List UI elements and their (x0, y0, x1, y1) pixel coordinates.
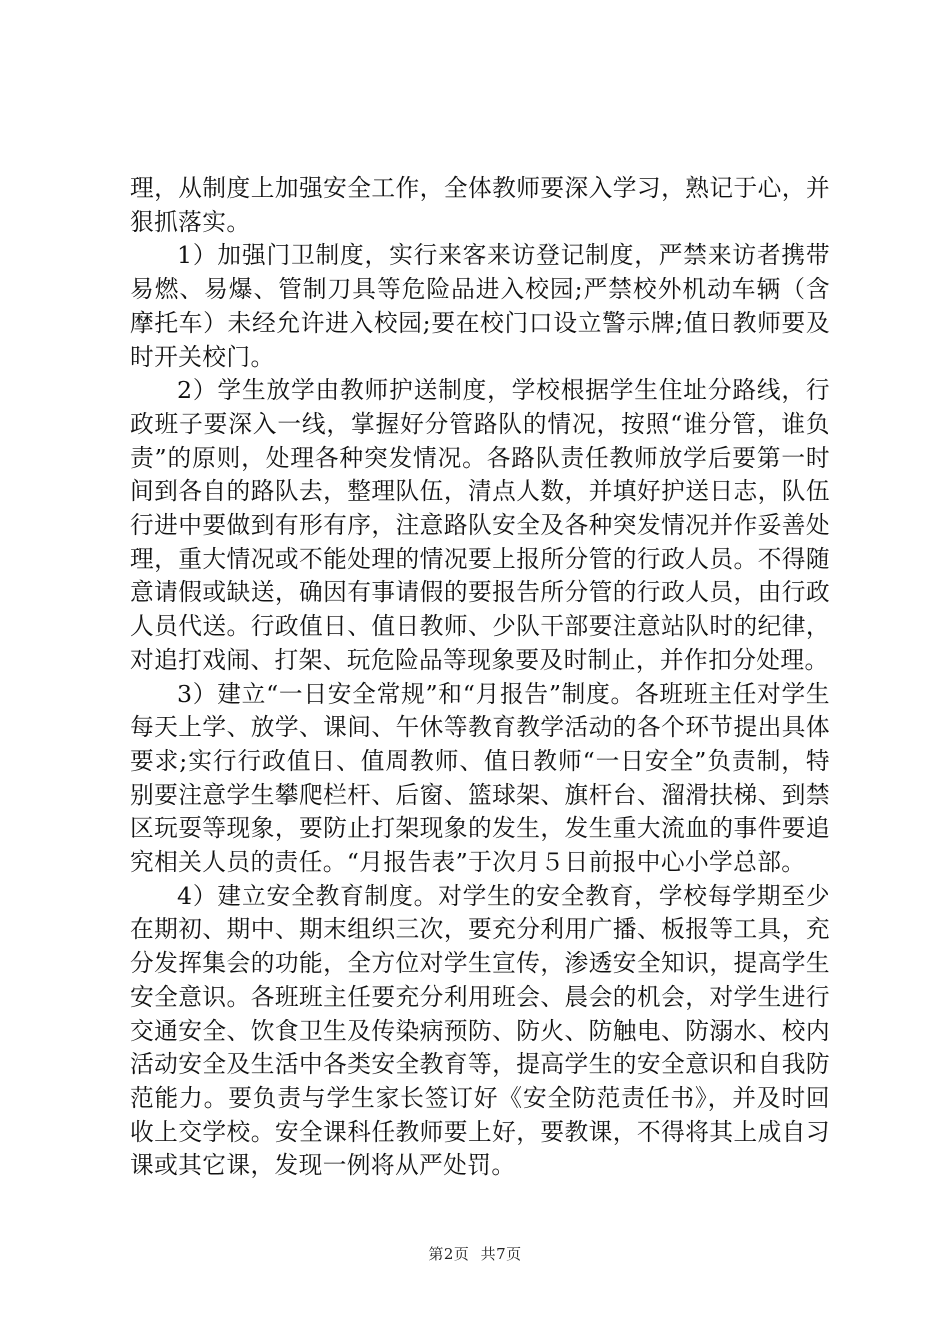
document-body (130, 172, 830, 1183)
page-total: 共7页 (480, 1245, 522, 1263)
paragraph-continuation: 理，从制度上加强安全工作，全体教师要深入学习，熟记于心，并狠抓落实。 (130, 174, 830, 236)
paragraph-item-3: 3）建立“一日安全常规”和“月报告”制度。各班班主任对学生每天上学、放学、课间、午休等教育教学活动的各个环节提出具体要求;实行行政值日、值周教师、值日教师“一日安全”负责制，特别要注意学生攀爬栏杆、后窗、篮球架、旗杆台、溜滑扶梯、到禁区玩耍等现象，要防止打架现象的发生，发生重大流血的事件要追究相关人员的责任。“月报告表”于次月５日前报中心小学总部。 (130, 679, 830, 877)
paragraph-item-1: 1）加强门卫制度，实行来客来访登记制度，严禁来访者携带易燃、易爆、管制刀具等危险品进入校园;严禁校外机动车辆（含摩托车）未经允许进入校园;要在校门口设立警示牌;值日教师要及时开关校门。 (130, 241, 830, 371)
page-number: 第2页 (428, 1245, 470, 1263)
page-footer (0, 1243, 950, 1264)
paragraph-item-2: 2）学生放学由教师护送制度，学校根据学生住址分路线，行政班子要深入一线，掌握好分管路队的情况，按照“谁分管，谁负责”的原则，处理各种突发情况。各路队责任教师放学后要第一时间到各自的路队去，整理队伍，清点人数，并填好护送日志，队伍行进中要做到有形有序，注意路队安全及各种突发情况并作妥善处理，重大情况或不能处理的情况要上报所分管的行政人员。不得随意请假或缺送，确因有事请假的要报告所分管的行政人员，由行政人员代送。行政值日、值日教师、少队干部要注意站队时的纪律，对追打戏闹、打架、玩危险品等现象要及时制止，并作扣分处理。 (130, 376, 830, 674)
paragraph-item-4: 4）建立安全教育制度。对学生的安全教育，学校每学期至少在期初、期中、期末组织三次，要充分利用广播、板报等工具，充分发挥集会的功能，全方位对学生宣传，渗透安全知识，提高学生安全意识。各班班主任要充分利用班会、晨会的机会，对学生进行交通安全、饮食卫生及传染病预防、防火、防触电、防溺水、校内活动安全及生活中各类安全教育等，提高学生的安全意识和自我防范能力。要负责与学生家长签订好《安全防范责任书》，并及时回收上交学校。安全课科任教师要上好，要教课，不得将其上成自习课或其它课，发现一例将从严处罚。 (130, 881, 830, 1180)
